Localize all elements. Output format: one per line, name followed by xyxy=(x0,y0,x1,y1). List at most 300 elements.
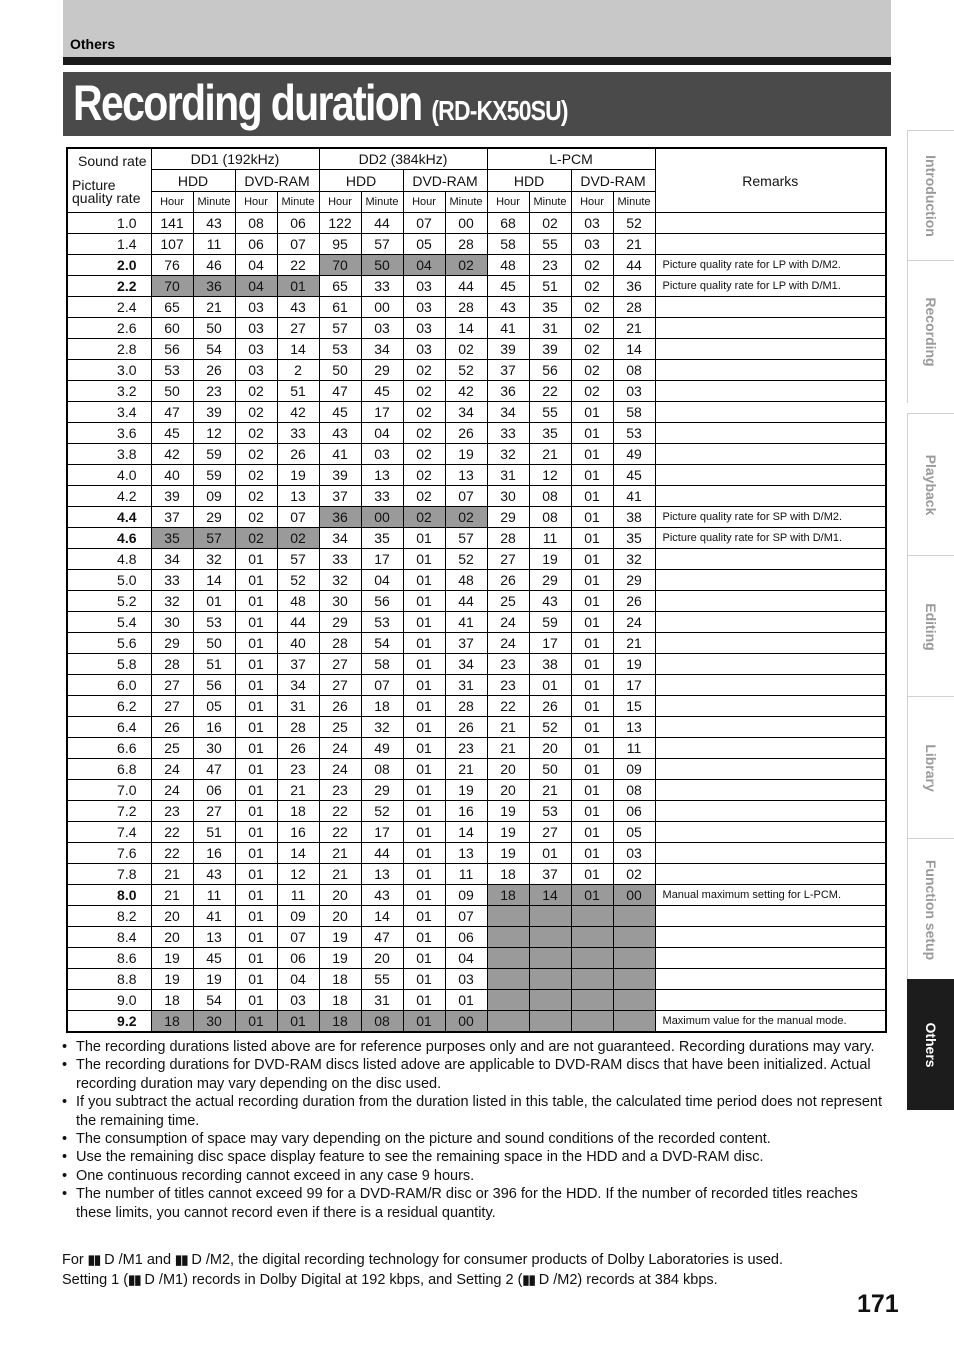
unit-header: Minute xyxy=(193,192,235,213)
remark-cell: Maximum value for the manual mode. xyxy=(655,1011,886,1033)
minute-cell: 50 xyxy=(529,759,571,780)
media-header: HDD xyxy=(151,170,235,192)
hour-cell: 32 xyxy=(319,570,361,591)
hour-cell: 02 xyxy=(403,486,445,507)
remark-cell: Picture quality rate for SP with D/M2. xyxy=(655,507,886,528)
hour-cell: 02 xyxy=(235,507,277,528)
rate-cell: 8.0 xyxy=(67,885,151,906)
minute-cell: 11 xyxy=(193,234,235,255)
hour-cell: 01 xyxy=(235,696,277,717)
hour-cell: 34 xyxy=(151,549,193,570)
hour-cell: 22 xyxy=(319,801,361,822)
minute-cell: 06 xyxy=(277,948,319,969)
minute-cell: 01 xyxy=(529,843,571,864)
minute-cell: 45 xyxy=(613,465,655,486)
minute-cell: 19 xyxy=(445,780,487,801)
minute-cell: 02 xyxy=(445,507,487,528)
hour-cell: 01 xyxy=(403,612,445,633)
minute-cell: 44 xyxy=(361,213,403,234)
group-header-dd1: DD1 (192kHz) xyxy=(151,148,319,170)
minute-cell: 19 xyxy=(613,654,655,675)
minute-cell: 52 xyxy=(613,213,655,234)
hour-cell: 27 xyxy=(319,654,361,675)
hour-cell: 01 xyxy=(235,822,277,843)
hour-cell: 01 xyxy=(571,633,613,654)
hour-cell: 02 xyxy=(571,318,613,339)
hour-cell: 20 xyxy=(319,906,361,927)
minute-cell: 28 xyxy=(613,297,655,318)
hour-cell: 04 xyxy=(235,255,277,276)
minute-cell: 52 xyxy=(445,360,487,381)
hour-cell: 25 xyxy=(487,591,529,612)
minute-cell: 14 xyxy=(445,822,487,843)
minute-cell: 04 xyxy=(445,948,487,969)
note-item xyxy=(62,1038,892,1056)
minute-cell: 21 xyxy=(445,759,487,780)
minute-cell: 16 xyxy=(193,843,235,864)
hour-cell: 01 xyxy=(571,864,613,885)
rate-cell: 7.4 xyxy=(67,822,151,843)
minute-cell: 03 xyxy=(613,381,655,402)
dolby-text: D /M1 and xyxy=(100,1252,176,1268)
hour-cell: 03 xyxy=(403,339,445,360)
hour-cell: 02 xyxy=(571,381,613,402)
hour-cell: 122 xyxy=(319,213,361,234)
table-row xyxy=(67,969,886,990)
note-text: The number of titles cannot exceed 99 for a DVD-RAM/R disc or 396 for the HDD. If the number of recorded titles reaches these limits, you cannot record even if there is a residual quantity. xyxy=(76,1186,858,1221)
minute-cell: 21 xyxy=(277,780,319,801)
minute-cell xyxy=(529,1011,571,1033)
minute-cell: 13 xyxy=(445,843,487,864)
remark-cell xyxy=(655,696,886,717)
hour-cell: 24 xyxy=(319,738,361,759)
tab-label: Library xyxy=(923,744,939,792)
minute-cell: 29 xyxy=(361,360,403,381)
minute-cell: 11 xyxy=(445,864,487,885)
minute-cell: 33 xyxy=(277,423,319,444)
section-label: Others xyxy=(70,36,116,52)
minute-cell: 53 xyxy=(361,612,403,633)
hour-cell: 19 xyxy=(487,843,529,864)
minute-cell: 03 xyxy=(361,318,403,339)
rate-cell: 7.2 xyxy=(67,801,151,822)
hour-cell: 01 xyxy=(403,633,445,654)
table-row xyxy=(67,1011,886,1033)
minute-cell xyxy=(529,990,571,1011)
remark-cell xyxy=(655,570,886,591)
hour-cell: 01 xyxy=(235,801,277,822)
page-number: 171 xyxy=(857,1290,899,1318)
minute-cell: 44 xyxy=(361,843,403,864)
tab-label: Editing xyxy=(923,603,939,651)
bullet-icon: • xyxy=(62,1167,68,1184)
hour-cell: 01 xyxy=(403,948,445,969)
minute-cell: 50 xyxy=(193,318,235,339)
hour-cell: 03 xyxy=(403,276,445,297)
hour-cell: 01 xyxy=(403,675,445,696)
table-row xyxy=(67,780,886,801)
hour-cell: 01 xyxy=(235,654,277,675)
hour-cell: 02 xyxy=(235,528,277,549)
unit-header: Hour xyxy=(235,192,277,213)
minute-cell: 57 xyxy=(361,234,403,255)
hour-cell: 47 xyxy=(151,402,193,423)
hour-cell: 32 xyxy=(487,444,529,465)
minute-cell: 56 xyxy=(529,360,571,381)
picture-rate-label: Picture quality rate xyxy=(72,177,141,206)
table-row xyxy=(67,276,886,297)
notes-list xyxy=(62,1038,892,1222)
hour-cell: 34 xyxy=(319,528,361,549)
hour-cell: 01 xyxy=(571,528,613,549)
minute-cell: 43 xyxy=(193,864,235,885)
remark-cell xyxy=(655,360,886,381)
minute-cell: 39 xyxy=(529,339,571,360)
minute-cell: 32 xyxy=(613,549,655,570)
minute-cell: 07 xyxy=(277,234,319,255)
hour-cell: 01 xyxy=(235,591,277,612)
rate-cell: 2.2 xyxy=(67,276,151,297)
minute-cell: 12 xyxy=(193,423,235,444)
table-row xyxy=(67,528,886,549)
minute-cell: 16 xyxy=(193,717,235,738)
hour-cell: 20 xyxy=(319,885,361,906)
minute-cell: 11 xyxy=(613,738,655,759)
hour-cell: 30 xyxy=(319,591,361,612)
hour-cell: 01 xyxy=(235,675,277,696)
remark-cell xyxy=(655,801,886,822)
tab-label: Function setup xyxy=(923,859,939,961)
hour-cell: 03 xyxy=(571,213,613,234)
minute-cell xyxy=(613,927,655,948)
unit-header: Minute xyxy=(361,192,403,213)
hour-cell: 20 xyxy=(487,780,529,801)
hour-cell: 19 xyxy=(151,969,193,990)
minute-cell: 52 xyxy=(445,549,487,570)
hour-cell: 22 xyxy=(151,843,193,864)
minute-cell: 11 xyxy=(529,528,571,549)
hour-cell: 20 xyxy=(151,906,193,927)
hour-cell: 01 xyxy=(571,654,613,675)
minute-cell: 37 xyxy=(445,633,487,654)
note-item xyxy=(62,1185,892,1222)
remark-cell xyxy=(655,843,886,864)
minute-cell: 23 xyxy=(529,255,571,276)
minute-cell: 01 xyxy=(277,1011,319,1033)
minute-cell: 33 xyxy=(361,276,403,297)
minute-cell: 21 xyxy=(613,633,655,654)
tab-recording[interactable] xyxy=(907,260,954,403)
tab-label: Recording xyxy=(923,297,939,367)
minute-cell: 02 xyxy=(445,339,487,360)
dolby-logo-icon: ▮▮ xyxy=(128,1272,141,1287)
hour-cell: 21 xyxy=(151,885,193,906)
minute-cell: 04 xyxy=(361,423,403,444)
hour-cell: 33 xyxy=(319,549,361,570)
hour-cell: 05 xyxy=(403,234,445,255)
media-header: DVD-RAM xyxy=(235,170,319,192)
hour-cell: 01 xyxy=(403,717,445,738)
minute-cell: 47 xyxy=(361,927,403,948)
hour-cell: 70 xyxy=(151,276,193,297)
minute-cell: 09 xyxy=(445,885,487,906)
hour-cell: 25 xyxy=(319,717,361,738)
minute-cell: 32 xyxy=(193,549,235,570)
minute-cell: 09 xyxy=(193,486,235,507)
minute-cell: 36 xyxy=(193,276,235,297)
hour-cell: 18 xyxy=(151,1011,193,1033)
minute-cell: 23 xyxy=(445,738,487,759)
minute-cell: 07 xyxy=(277,507,319,528)
minute-cell: 55 xyxy=(529,402,571,423)
minute-cell: 08 xyxy=(529,486,571,507)
note-text: Use the remaining disc space display feature to see the remaining space in the HDD and a DVD-RAM disc. xyxy=(76,1149,764,1166)
rate-cell: 9.2 xyxy=(67,1011,151,1033)
hour-cell: 18 xyxy=(319,990,361,1011)
hour-cell: 01 xyxy=(403,927,445,948)
minute-cell: 03 xyxy=(361,444,403,465)
hour-cell: 20 xyxy=(151,927,193,948)
bullet-icon: • xyxy=(62,1057,68,1074)
hour-cell: 76 xyxy=(151,255,193,276)
minute-cell: 20 xyxy=(529,738,571,759)
minute-cell: 49 xyxy=(613,444,655,465)
hour-cell: 01 xyxy=(403,654,445,675)
table-row xyxy=(67,549,886,570)
unit-header: Minute xyxy=(445,192,487,213)
note-text: One continuous recording cannot exceed in any case 9 hours. xyxy=(76,1167,475,1184)
minute-cell: 23 xyxy=(193,381,235,402)
minute-cell: 06 xyxy=(193,780,235,801)
hour-cell: 01 xyxy=(403,759,445,780)
note-item xyxy=(62,1056,892,1093)
hour-cell: 23 xyxy=(319,780,361,801)
hour-cell: 24 xyxy=(151,780,193,801)
minute-cell xyxy=(613,906,655,927)
minute-cell: 43 xyxy=(277,297,319,318)
tab-editing[interactable] xyxy=(907,555,954,698)
minute-cell: 42 xyxy=(277,402,319,423)
minute-cell: 13 xyxy=(445,465,487,486)
minute-cell: 19 xyxy=(529,549,571,570)
remark-cell xyxy=(655,213,886,234)
tab-function-setup[interactable] xyxy=(907,838,954,981)
tab-introduction[interactable] xyxy=(907,130,954,260)
minute-cell: 08 xyxy=(613,360,655,381)
hour-cell: 56 xyxy=(151,339,193,360)
hour-cell: 02 xyxy=(403,444,445,465)
minute-cell: 07 xyxy=(361,675,403,696)
minute-cell: 07 xyxy=(445,486,487,507)
note-item xyxy=(62,1093,892,1130)
bullet-icon: • xyxy=(62,1131,68,1148)
minute-cell: 50 xyxy=(361,255,403,276)
note-text: The consumption of space may vary depending on the picture and sound conditions of the recorded content. xyxy=(76,1131,771,1148)
hour-cell: 27 xyxy=(151,675,193,696)
hour-cell: 02 xyxy=(571,360,613,381)
hour-cell: 01 xyxy=(571,885,613,906)
rate-cell: 2.8 xyxy=(67,339,151,360)
hour-cell: 01 xyxy=(403,885,445,906)
rate-cell: 3.6 xyxy=(67,423,151,444)
hour-cell: 33 xyxy=(151,570,193,591)
minute-cell: 21 xyxy=(193,297,235,318)
minute-cell xyxy=(613,948,655,969)
title-text: Recording duration xyxy=(73,75,422,131)
hour-cell: 01 xyxy=(403,528,445,549)
rate-cell: 4.0 xyxy=(67,465,151,486)
table-row xyxy=(67,255,886,276)
remarks-header: Remarks xyxy=(655,148,886,213)
minute-cell: 19 xyxy=(445,444,487,465)
rate-cell: 4.8 xyxy=(67,549,151,570)
hour-cell: 53 xyxy=(319,339,361,360)
hour-cell: 01 xyxy=(403,780,445,801)
hour-cell: 01 xyxy=(403,843,445,864)
minute-cell: 01 xyxy=(277,276,319,297)
hour-cell: 19 xyxy=(487,801,529,822)
hour-cell xyxy=(571,948,613,969)
hour-cell: 27 xyxy=(487,549,529,570)
minute-cell: 48 xyxy=(445,570,487,591)
hour-cell: 20 xyxy=(487,759,529,780)
minute-cell: 41 xyxy=(193,906,235,927)
table-row xyxy=(67,234,886,255)
minute-cell: 06 xyxy=(277,213,319,234)
table-row xyxy=(67,801,886,822)
minute-cell: 28 xyxy=(445,234,487,255)
minute-cell: 31 xyxy=(361,990,403,1011)
minute-cell: 18 xyxy=(277,801,319,822)
dolby-text: D /M2, the digital recording technology for consumer products of Dolby Laboratories is used. xyxy=(187,1252,783,1268)
minute-cell: 55 xyxy=(529,234,571,255)
minute-cell: 54 xyxy=(193,339,235,360)
minute-cell: 43 xyxy=(193,213,235,234)
hour-cell: 01 xyxy=(571,843,613,864)
rate-cell: 6.8 xyxy=(67,759,151,780)
remark-cell: Manual maximum setting for L-PCM. xyxy=(655,885,886,906)
remark-cell xyxy=(655,717,886,738)
bullet-icon: • xyxy=(62,1186,68,1203)
table-row xyxy=(67,213,886,234)
hour-cell: 29 xyxy=(487,507,529,528)
minute-cell: 44 xyxy=(445,276,487,297)
minute-cell: 55 xyxy=(361,969,403,990)
hour-cell: 01 xyxy=(403,549,445,570)
minute-cell: 02 xyxy=(445,255,487,276)
minute-cell: 14 xyxy=(613,339,655,360)
remark-cell xyxy=(655,969,886,990)
minute-cell: 19 xyxy=(193,969,235,990)
minute-cell: 09 xyxy=(613,759,655,780)
hour-cell: 24 xyxy=(487,612,529,633)
dolby-logo-icon: ▮▮ xyxy=(175,1252,188,1267)
minute-cell: 26 xyxy=(445,717,487,738)
rate-cell: 5.2 xyxy=(67,591,151,612)
hour-cell: 18 xyxy=(487,885,529,906)
rate-cell: 8.2 xyxy=(67,906,151,927)
minute-cell: 17 xyxy=(613,675,655,696)
minute-cell: 04 xyxy=(361,570,403,591)
rate-cell: 1.4 xyxy=(67,234,151,255)
minute-cell: 57 xyxy=(193,528,235,549)
minute-cell: 30 xyxy=(193,1011,235,1033)
hour-cell: 01 xyxy=(571,423,613,444)
rate-cell: 2.0 xyxy=(67,255,151,276)
hour-cell: 01 xyxy=(403,969,445,990)
minute-cell: 38 xyxy=(529,654,571,675)
hour-cell: 01 xyxy=(571,801,613,822)
minute-cell: 23 xyxy=(277,759,319,780)
remark-cell xyxy=(655,675,886,696)
hour-cell: 30 xyxy=(487,486,529,507)
hour-cell: 01 xyxy=(235,948,277,969)
minute-cell: 53 xyxy=(613,423,655,444)
hour-cell: 08 xyxy=(235,213,277,234)
hour-cell: 34 xyxy=(487,402,529,423)
minute-cell: 15 xyxy=(613,696,655,717)
hour-cell: 37 xyxy=(487,360,529,381)
rate-cell: 5.8 xyxy=(67,654,151,675)
minute-cell: 29 xyxy=(613,570,655,591)
hour-cell: 01 xyxy=(235,780,277,801)
unit-header: Hour xyxy=(403,192,445,213)
hour-cell: 01 xyxy=(571,612,613,633)
hour-cell: 03 xyxy=(235,360,277,381)
note-item xyxy=(62,1167,892,1185)
hour-cell: 45 xyxy=(319,402,361,423)
minute-cell: 05 xyxy=(193,696,235,717)
minute-cell: 22 xyxy=(277,255,319,276)
hour-cell: 03 xyxy=(235,297,277,318)
hour-cell: 70 xyxy=(319,255,361,276)
hour-cell: 02 xyxy=(235,486,277,507)
minute-cell: 05 xyxy=(613,822,655,843)
minute-cell: 14 xyxy=(277,339,319,360)
media-header: HDD xyxy=(487,170,571,192)
remark-cell xyxy=(655,486,886,507)
minute-cell xyxy=(529,927,571,948)
minute-cell: 13 xyxy=(361,864,403,885)
hour-cell: 27 xyxy=(319,675,361,696)
minute-cell: 29 xyxy=(529,570,571,591)
minute-cell: 00 xyxy=(445,1011,487,1033)
tab-others[interactable] xyxy=(907,979,954,1110)
tab-label: Playback xyxy=(923,454,939,516)
dolby-text: Setting 1 ( xyxy=(62,1272,129,1288)
hour-cell xyxy=(487,990,529,1011)
minute-cell: 06 xyxy=(613,801,655,822)
hour-cell: 21 xyxy=(151,864,193,885)
tab-library[interactable] xyxy=(907,696,954,839)
remark-cell: Picture quality rate for SP with D/M1. xyxy=(655,528,886,549)
minute-cell: 20 xyxy=(361,948,403,969)
minute-cell: 07 xyxy=(277,927,319,948)
hour-cell: 01 xyxy=(571,465,613,486)
hour-cell: 01 xyxy=(571,549,613,570)
table-row xyxy=(67,633,886,654)
tab-playback[interactable] xyxy=(907,413,954,556)
minute-cell: 51 xyxy=(277,381,319,402)
minute-cell: 17 xyxy=(361,822,403,843)
minute-cell: 30 xyxy=(193,738,235,759)
hour-cell: 21 xyxy=(487,738,529,759)
minute-cell: 16 xyxy=(277,822,319,843)
minute-cell: 43 xyxy=(529,591,571,612)
hour-cell: 26 xyxy=(319,696,361,717)
note-text: The recording durations for DVD-RAM discs listed adove are applicable to DVD-RAM discs that have been initialized. Actual recording duration may vary depending on the disc used. xyxy=(76,1057,871,1092)
hour-cell: 27 xyxy=(151,696,193,717)
